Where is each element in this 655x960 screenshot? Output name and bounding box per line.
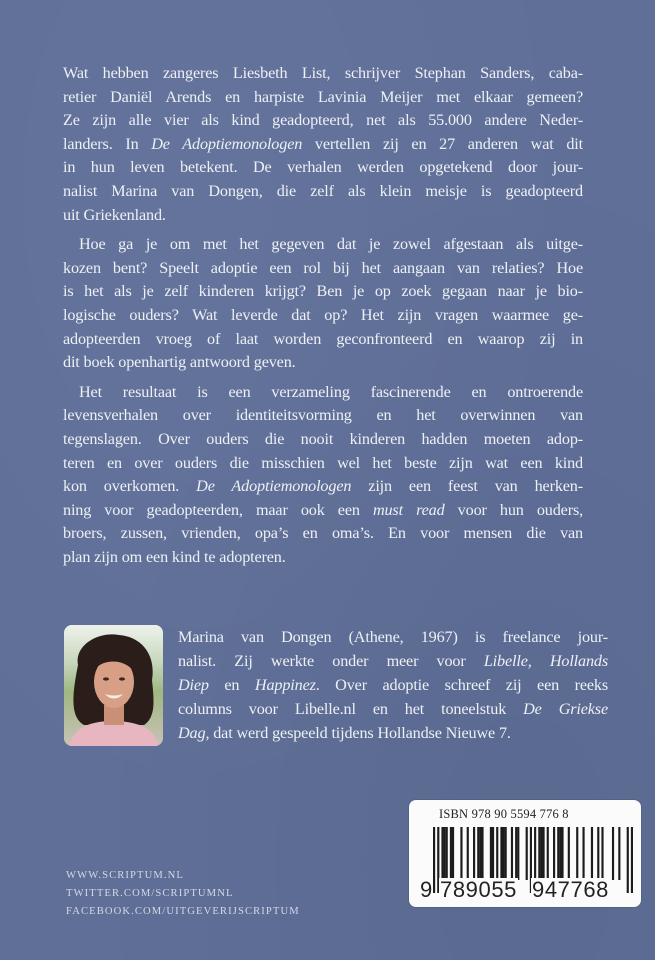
text-run: ning voor geadopteerden, maar ook een: [63, 500, 373, 519]
text-line: [63, 180, 583, 204]
text-run: vertellen zij en 27 anderen wat dit: [302, 134, 583, 153]
text-line: [63, 522, 583, 546]
text-line: [178, 649, 608, 673]
text-line: [178, 697, 608, 721]
text-run: plan zijn om een kind te adopteren.: [63, 547, 286, 566]
text-line: [63, 475, 583, 499]
text-line: [63, 328, 583, 352]
ean-left-group: 789055: [440, 877, 518, 902]
blurb-paragraph: [63, 381, 583, 570]
text-run: retier Daniël Arends en harpiste Lavinia Meijer met elkaar gemeen?: [63, 87, 583, 106]
text-line: [63, 233, 583, 257]
text-run: Wat hebben zangeres Liesbeth List, schrijver Stephan Sanders, caba-: [63, 64, 583, 82]
text-run: kozen bent? Speelt adoptie een rol bij het aangaan van relaties? Hoe: [63, 258, 583, 277]
text-run: Marina van Dongen (Athene, 1967) is freelance jour-: [178, 628, 608, 646]
text-line: [63, 428, 583, 452]
publisher-links: [66, 867, 300, 920]
text-line: [63, 86, 583, 110]
text-run: dit boek openhartig antwoord geven.: [63, 353, 296, 372]
text-line: [63, 156, 583, 180]
italic-text-run: De Adoptiemonologen: [151, 134, 303, 153]
italic-text-run: Libelle, Hollands: [483, 652, 608, 670]
text-line: [63, 257, 583, 281]
text-line: [178, 673, 608, 697]
text-run: in hun leven betekent. De verhalen werden opgetekend door jour-: [63, 158, 583, 177]
text-line: [63, 109, 583, 133]
text-line: [63, 351, 583, 375]
publisher-link: TWITTER.COM/SCRIPTUMNL: [66, 887, 234, 899]
text-run: . Over adoptie schreef zij een reeks: [315, 676, 608, 694]
text-run: tegenslagen. Over ouders die nooit kinderen hadden moeten adop-: [63, 429, 583, 448]
ean-first-digit: 9: [420, 877, 433, 902]
ean-right-group: 947768: [532, 877, 610, 902]
text-line: [63, 404, 583, 428]
text-run: teren en over ouders die misschien wel het beste zijn wat een kind: [63, 453, 583, 472]
text-line: [63, 280, 583, 304]
italic-text-run: Happinez: [254, 676, 316, 694]
text-run: columns voor Libelle.nl en het toneelstuk: [178, 700, 524, 718]
text-line: [63, 381, 583, 405]
text-run: nalist. Zij werkte onder meer voor: [178, 652, 484, 670]
text-run: kon overkomen.: [63, 477, 197, 496]
blurb-text: [63, 62, 583, 569]
text-line: [63, 499, 583, 523]
text-run: Het resultaat is een verzameling fascinerende en ontroerende: [79, 382, 583, 401]
text-run: adopteerden vroeg of laat worden geconfronteerd en waarop zij in: [63, 329, 583, 348]
text-run: uit Griekenland.: [63, 205, 166, 224]
portrait-image-icon: [64, 625, 163, 746]
italic-text-run: must read: [372, 500, 445, 519]
author-bio-text: [178, 625, 608, 745]
publisher-link: FACEBOOK.COM/UITGEVERIJSCRIPTUM: [66, 905, 300, 917]
text-run: landers. In: [63, 134, 152, 153]
italic-text-run: De Griekse: [523, 700, 608, 718]
text-line: [63, 62, 583, 86]
text-line: [63, 304, 583, 328]
text-run: levensverhalen over identiteitsvorming en het overwinnen van: [63, 406, 583, 425]
text-run: voor hun ouders,: [444, 500, 583, 519]
italic-text-run: De Adoptiemonologen: [196, 477, 352, 496]
author-portrait-photo: [64, 625, 163, 746]
text-run: Ze zijn alle vier als kind geadopteerd, net als 55.000 andere Neder-: [63, 111, 583, 130]
text-line: [63, 546, 583, 570]
author-bio: [64, 625, 608, 750]
blurb-paragraph: [63, 233, 583, 375]
blurb-paragraph: [63, 62, 583, 227]
text-run: broers, zussen, vrienden, opa’s en oma’s. En voor mensen die van: [63, 524, 583, 543]
isbn-number: ISBN 978 90 5594 776 8: [439, 807, 569, 821]
text-line: [178, 721, 608, 745]
italic-text-run: Dag: [178, 724, 206, 742]
text-line: [63, 133, 583, 157]
text-run: Hoe ga je om met het gegeven dat je zowel afgestaan als uitge-: [79, 235, 583, 254]
text-run: is het als je zelf kinderen krijgt? Ben je op zoek gegaan naar je bio-: [63, 282, 583, 301]
publisher-link: WWW.SCRIPTUM.NL: [66, 870, 184, 881]
isbn-barcode-label: [409, 800, 641, 907]
text-run: , dat werd gespeeld tijdens Hollandse Nieuwe 7.: [205, 724, 511, 742]
text-run: en: [208, 676, 255, 694]
text-run: logische ouders? Wat leverde dat op? Het zijn vragen waarmee ge-: [63, 305, 583, 324]
text-line: [63, 452, 583, 476]
text-line: [178, 625, 608, 649]
text-run: nalist Marina van Dongen, die zelf als klein meisje is geadopteerd: [63, 181, 583, 200]
text-run: zijn een feest van herken-: [351, 477, 583, 496]
italic-text-run: Diep: [178, 676, 209, 694]
text-line: [63, 204, 583, 228]
